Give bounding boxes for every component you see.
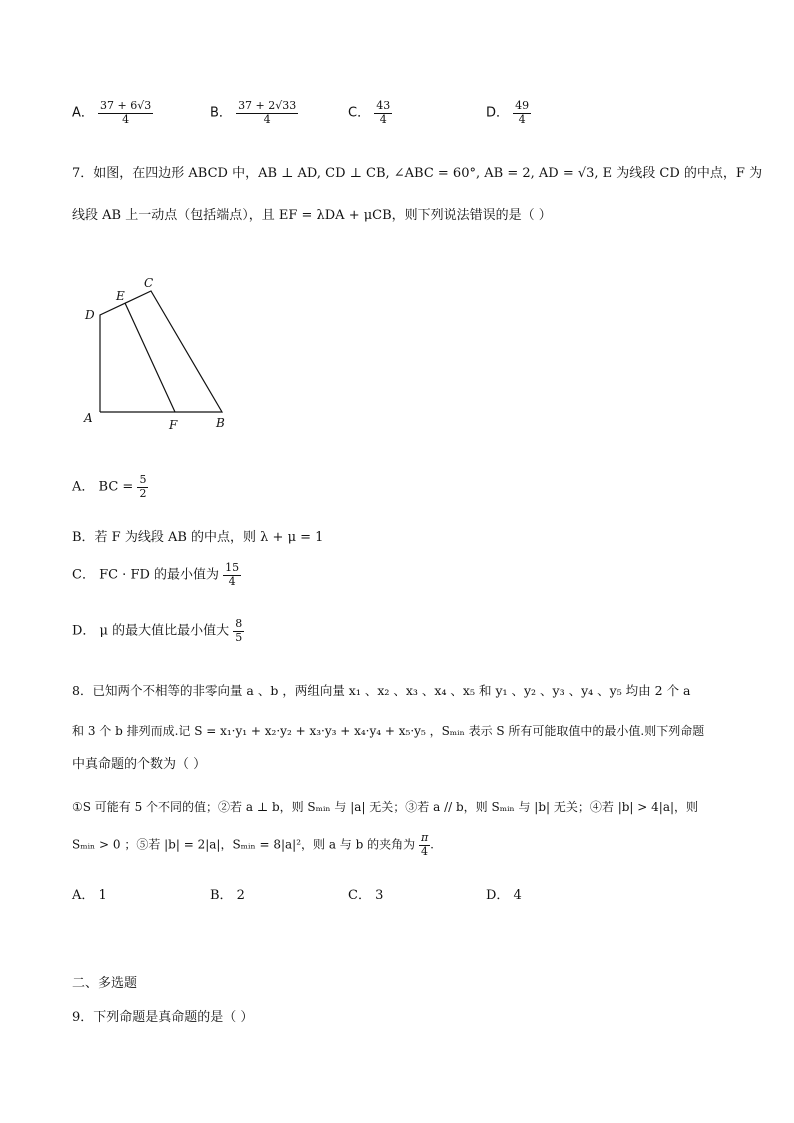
label-d: D	[85, 308, 95, 322]
section-heading-multiple-choice: 二、多选题	[72, 976, 138, 991]
q8-option-c: C． 3	[348, 888, 384, 903]
q7-option-a: A． BC = $\frac{5}{2}$	[72, 473, 147, 500]
q7-option-d: D． μ 的最大值比最小值大 $\frac{8}{5}$	[72, 617, 243, 644]
q8-statements-line2: Sₘᵢₙ > 0 ；⑤若 |b| = 2|a|，Sₘᵢₙ = 8|a|²，则 a 与 b 的夹角为 $\frac{\pi}{4}$ .	[72, 831, 434, 858]
q8-stem-line3: 中真命题的个数为（ ）	[72, 757, 207, 772]
label-b: B	[216, 416, 225, 430]
q7-option-b: B．若 F 为线段 AB 的中点，则 λ + μ = 1	[72, 530, 324, 545]
q8-option-b: B． 2	[210, 888, 245, 903]
q7-stem-line1: 7．如图，在四边形 ABCD 中，AB ⊥ AD, CD ⊥ CB, ∠ABC = 60°, AB = 2, AD = √3, E 为线段 CD 的中点，F 为	[72, 166, 763, 181]
q7-figure	[78, 272, 238, 432]
q6-option-a: A． $\frac{37 + 6√3}{4}$	[72, 99, 152, 126]
q8-option-a: A． 1	[72, 888, 107, 903]
quad-abcd	[100, 291, 222, 412]
q8-stem-line1: 8．已知两个不相等的非零向量 a 、b ，两组向量 x₁ 、x₂ 、x₃ 、x₄ 、x₅ 和 y₁ 、y₂ 、y₃ 、y₄ 、y₅ 均由 2 个 a	[72, 683, 691, 698]
q6-option-b: B． $\frac{37 + 2√33}{4}$	[210, 99, 297, 126]
q8-option-d: D． 4	[486, 888, 522, 903]
label-a: A	[84, 411, 93, 425]
label-e: E	[116, 289, 125, 303]
q7-stem-line2: 线段 AB 上一动点（包括端点），且 EF = λDA + μCB，则下列说法错误的是（ ）	[72, 208, 552, 223]
label-f: F	[169, 418, 178, 432]
q8-stem-line2: 和 3 个 b 排列而成.记 S = x₁·y₁ + x₂·y₂ + x₃·y₃ + x₄·y₄ + x₅·y₅ ，Sₘᵢₙ 表示 S 所有可能取值中的最小值.则下列命题	[72, 724, 705, 738]
q8-statements-line1: ①S 可能有 5 个不同的值；②若 a ⊥ b，则 Sₘᵢₙ 与 |a| 无关；③若 a // b，则 Sₘᵢₙ 与 |b| 无关；④若 |b| > 4|a|，则	[72, 800, 699, 814]
q9-stem: 9．下列命题是真命题的是（ ）	[72, 1010, 254, 1025]
label-c: C	[144, 276, 154, 290]
q6-option-c: C． $\frac{43}{4}$	[348, 99, 391, 126]
q6-option-d: D． $\frac{49}{4}$	[486, 99, 530, 126]
q7-option-c: C． FC · FD 的最小值为 $\frac{15}{4}$	[72, 561, 240, 588]
